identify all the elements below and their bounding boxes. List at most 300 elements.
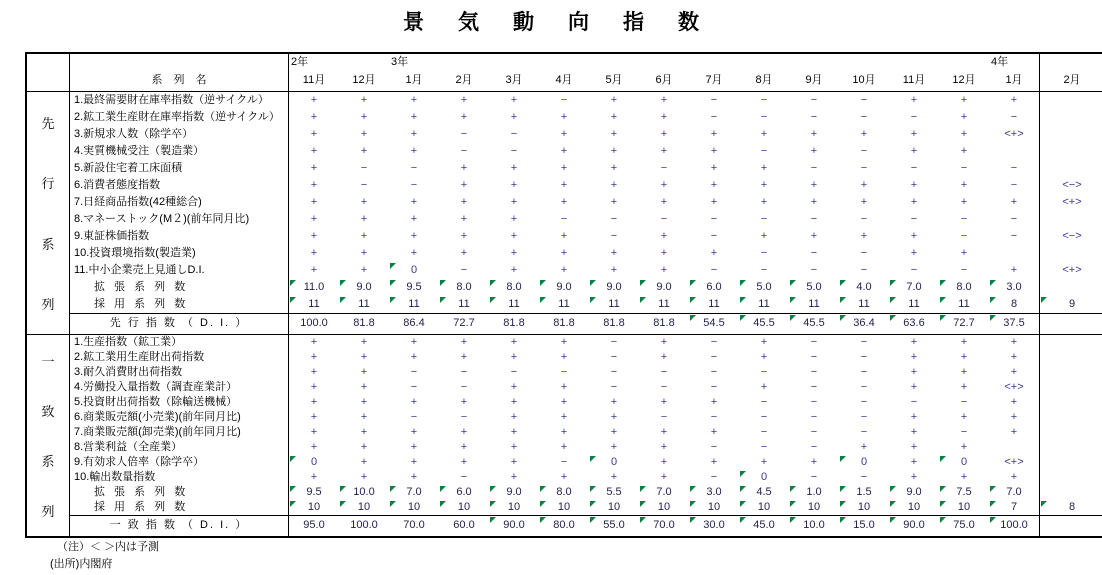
value-text: −	[710, 94, 718, 106]
value-text: +	[360, 441, 368, 453]
value-text: +	[610, 162, 618, 174]
feb-value-cell	[1039, 365, 1102, 380]
year-cell	[889, 54, 939, 71]
revision-mark-icon	[290, 501, 296, 507]
series-row	[70, 92, 1102, 109]
revision-mark-icon	[440, 486, 446, 492]
value-text: +	[910, 128, 918, 140]
value-cell	[839, 350, 889, 365]
value-text: +	[510, 247, 518, 259]
revision-mark-icon	[840, 456, 846, 462]
group-label: 系	[41, 454, 55, 470]
revision-mark-icon	[890, 501, 896, 507]
value-cell	[739, 160, 789, 177]
value-text: 5.0	[756, 281, 772, 293]
year-cell	[839, 54, 889, 71]
value-cell	[739, 410, 789, 425]
value-text: −	[660, 213, 668, 225]
revision-mark-icon	[390, 297, 396, 303]
value-text: 11	[458, 298, 470, 310]
value-text: <+>	[1004, 456, 1024, 468]
value-text: +	[460, 213, 468, 225]
value-cell	[489, 126, 539, 143]
value-text: 0	[310, 456, 318, 468]
value-text: +	[360, 230, 368, 242]
value-text: 11	[708, 298, 720, 310]
value-text: 72.7	[453, 317, 475, 329]
value-cell	[939, 455, 989, 470]
value-text: +	[610, 471, 618, 483]
revision-mark-icon	[340, 297, 346, 303]
value-text: +	[310, 426, 318, 438]
value-text: −	[960, 264, 968, 276]
value-text: 10	[907, 501, 921, 513]
value-cell	[889, 194, 939, 211]
year-cell	[589, 54, 639, 71]
value-text: −	[760, 213, 768, 225]
revision-mark-icon	[790, 315, 796, 321]
value-text: 1.0	[806, 486, 822, 498]
value-cell	[789, 516, 839, 536]
feb-value-cell	[1039, 485, 1102, 500]
value-cell	[689, 92, 739, 109]
value-cell	[739, 425, 789, 440]
value-text: −	[810, 471, 818, 483]
value-text: +	[410, 336, 418, 348]
revision-mark-icon	[990, 297, 996, 303]
value-cell	[439, 335, 489, 350]
value-text: +	[1010, 426, 1018, 438]
value-cell	[989, 245, 1039, 262]
value-text: −	[960, 162, 968, 174]
value-text: +	[960, 145, 968, 157]
value-cell	[639, 395, 689, 410]
value-cell	[689, 228, 739, 245]
value-cell	[539, 485, 589, 500]
series-name: 7.商業販売額(卸売業)(前年同月比)	[70, 425, 289, 440]
revision-mark-icon	[990, 517, 996, 523]
value-cell	[889, 211, 939, 228]
value-cell	[389, 350, 439, 365]
value-text: +	[460, 230, 468, 242]
value-cell	[989, 279, 1039, 296]
month-header-cell: 6月	[655, 74, 673, 86]
value-cell	[639, 177, 689, 194]
value-cell	[589, 425, 639, 440]
value-text: −	[1010, 213, 1018, 225]
value-text: +	[460, 336, 468, 348]
value-cell	[589, 126, 639, 143]
value-text: 95.0	[303, 519, 325, 531]
value-cell	[589, 160, 639, 177]
value-cell	[789, 194, 839, 211]
value-text: 9	[1068, 298, 1076, 310]
group-label: 列	[41, 504, 55, 520]
note-source: (出所)内閣府	[50, 558, 113, 570]
value-cell	[789, 350, 839, 365]
value-cell	[489, 440, 539, 455]
value-text: +	[460, 456, 468, 468]
revision-mark-icon	[740, 280, 746, 286]
value-text: −	[860, 94, 868, 106]
value-cell	[939, 194, 989, 211]
value-cell	[839, 228, 889, 245]
value-cell	[739, 485, 789, 500]
value-cell	[989, 365, 1039, 380]
value-cell	[589, 485, 639, 500]
value-cell	[589, 380, 639, 395]
value-cell	[339, 455, 389, 470]
value-text: +	[410, 94, 418, 106]
value-cell	[689, 211, 739, 228]
revision-mark-icon	[540, 501, 546, 507]
value-cell	[439, 395, 489, 410]
value-cell	[439, 126, 489, 143]
value-cell	[339, 262, 389, 279]
value-cell	[489, 279, 539, 296]
value-cell	[939, 335, 989, 350]
value-cell	[339, 92, 389, 109]
value-cell	[939, 350, 989, 365]
value-cell	[489, 516, 539, 536]
value-text: +	[660, 196, 668, 208]
value-cell	[389, 262, 439, 279]
value-text: +	[510, 162, 518, 174]
value-cell	[289, 177, 339, 194]
revision-mark-icon	[540, 297, 546, 303]
value-text: −	[460, 145, 468, 157]
revision-mark-icon	[740, 517, 746, 523]
value-text: 70.0	[403, 519, 425, 531]
series-name: 5.投資財出荷指数（除輸送機械）	[70, 395, 289, 410]
value-cell	[639, 335, 689, 350]
value-text: +	[960, 471, 968, 483]
value-cell	[439, 365, 489, 380]
value-text: +	[660, 336, 668, 348]
series-row	[70, 365, 1102, 380]
value-text: −	[810, 111, 818, 123]
feb-value-cell	[1039, 245, 1102, 262]
series-name: 4.労働投入量指数（調査産業計）	[70, 380, 289, 395]
value-cell	[639, 425, 689, 440]
value-text: −	[860, 366, 868, 378]
value-cell	[889, 440, 939, 455]
value-cell	[339, 380, 389, 395]
value-cell	[839, 440, 889, 455]
value-text: +	[560, 336, 568, 348]
value-cell	[539, 262, 589, 279]
value-cell	[389, 410, 439, 425]
value-cell	[689, 410, 739, 425]
value-text: −	[860, 264, 868, 276]
value-text: 7.0	[656, 486, 672, 498]
value-text: +	[360, 396, 368, 408]
value-text: +	[710, 456, 718, 468]
value-cell	[989, 425, 1039, 440]
value-cell	[289, 516, 339, 536]
value-text: +	[760, 230, 768, 242]
value-cell	[489, 485, 539, 500]
value-cell	[439, 470, 489, 485]
value-cell	[689, 516, 739, 536]
series-name: 採 用 系 列 数	[70, 296, 289, 313]
value-text: +	[360, 381, 368, 393]
value-cell	[889, 335, 939, 350]
value-text: 8	[1010, 298, 1018, 310]
value-text: 90.0	[903, 519, 925, 531]
value-cell	[589, 262, 639, 279]
feb-value-cell	[1039, 470, 1102, 485]
value-text: +	[560, 179, 568, 191]
revision-mark-icon	[590, 501, 596, 507]
value-text: +	[660, 145, 668, 157]
value-text: −	[810, 264, 818, 276]
value-cell	[589, 109, 639, 126]
value-text: +	[310, 128, 318, 140]
value-cell	[339, 126, 389, 143]
value-cell	[539, 296, 589, 313]
value-cell	[989, 335, 1039, 350]
revision-mark-icon	[390, 501, 396, 507]
value-text: +	[760, 336, 768, 348]
value-text: −	[410, 162, 418, 174]
value-text: +	[510, 213, 518, 225]
value-text: 11	[658, 298, 670, 310]
value-cell	[639, 485, 689, 500]
value-text: +	[460, 426, 468, 438]
value-cell	[739, 470, 789, 485]
group-label: 致	[41, 403, 55, 419]
value-text: +	[410, 247, 418, 259]
value-text: −	[1010, 111, 1018, 123]
revision-mark-icon	[490, 501, 496, 507]
value-cell	[839, 455, 889, 470]
value-text: 7.0	[1006, 486, 1022, 498]
value-cell	[539, 245, 589, 262]
series-name: 3.新規求人数（除学卒）	[70, 126, 289, 143]
value-cell	[739, 350, 789, 365]
feb-value-cell	[1039, 314, 1102, 334]
value-cell	[989, 228, 1039, 245]
value-cell	[839, 126, 889, 143]
value-text: <+>	[1062, 196, 1082, 208]
value-cell	[489, 109, 539, 126]
value-text: 11	[858, 298, 870, 310]
value-text: −	[810, 441, 818, 453]
value-cell	[289, 335, 339, 350]
value-text: +	[1010, 396, 1018, 408]
value-text: +	[560, 441, 568, 453]
value-cell	[939, 262, 989, 279]
value-cell	[939, 485, 989, 500]
value-text: 9.0	[656, 281, 672, 293]
value-text: +	[1010, 411, 1018, 423]
feb-value-cell	[1039, 92, 1102, 109]
value-text: 72.7	[953, 317, 975, 329]
value-text: +	[960, 366, 968, 378]
value-text: +	[710, 196, 718, 208]
value-text: +	[310, 94, 318, 106]
value-cell	[539, 228, 589, 245]
value-cell	[689, 395, 739, 410]
year-cell	[489, 54, 539, 71]
value-cell	[989, 395, 1039, 410]
value-text: <+>	[1062, 264, 1082, 276]
value-text: 3.0	[706, 486, 722, 498]
value-cell	[289, 455, 339, 470]
value-text: 54.5	[703, 317, 725, 329]
series-name: 3.耐久消費財出荷指数	[70, 365, 289, 380]
value-text: 4.5	[756, 486, 772, 498]
series-row	[70, 177, 1102, 194]
feb-value-cell	[1039, 395, 1102, 410]
value-text: 10	[807, 501, 821, 513]
year-cell	[539, 54, 589, 71]
value-text: +	[1010, 471, 1018, 483]
value-text: −	[810, 162, 818, 174]
value-text: −	[410, 366, 418, 378]
value-cell	[439, 425, 489, 440]
value-text: −	[610, 230, 618, 242]
value-cell	[689, 425, 739, 440]
value-cell	[339, 279, 389, 296]
value-text: 0	[410, 264, 418, 276]
value-text: 10	[457, 501, 471, 513]
value-cell	[939, 380, 989, 395]
value-text: +	[560, 411, 568, 423]
value-text: 11	[508, 298, 520, 310]
value-text: +	[610, 111, 618, 123]
value-text: −	[860, 471, 868, 483]
value-cell	[639, 314, 689, 334]
value-text: +	[660, 351, 668, 363]
value-text: −	[560, 366, 568, 378]
value-cell	[439, 160, 489, 177]
series-name: 2.鉱工業生産財在庫率指数（逆サイクル）	[70, 109, 289, 126]
value-cell	[839, 143, 889, 160]
value-text: +	[810, 196, 818, 208]
group-label: 先	[41, 115, 55, 131]
value-text: 9.0	[606, 281, 622, 293]
value-cell	[439, 455, 489, 470]
value-text: +	[910, 411, 918, 423]
revision-mark-icon	[1041, 297, 1047, 303]
value-cell	[589, 470, 639, 485]
value-text: −	[560, 213, 568, 225]
value-cell	[489, 262, 539, 279]
value-cell	[639, 380, 689, 395]
value-text: +	[360, 196, 368, 208]
month-header-cell: 10月	[852, 74, 876, 86]
value-text: −	[910, 111, 918, 123]
value-text: −	[710, 441, 718, 453]
value-text: +	[960, 179, 968, 191]
value-text: +	[510, 381, 518, 393]
value-text: +	[910, 456, 918, 468]
value-text: +	[310, 247, 318, 259]
value-cell	[589, 395, 639, 410]
value-text: +	[410, 111, 418, 123]
feb-value-cell	[1039, 296, 1102, 313]
value-cell	[889, 245, 939, 262]
series-name: 10.投資環境指数(製造業)	[70, 245, 289, 262]
value-cell	[389, 109, 439, 126]
value-cell	[939, 395, 989, 410]
value-text: 70.0	[653, 519, 675, 531]
value-text: +	[360, 247, 368, 259]
month-header-cell: 1月	[405, 74, 423, 86]
value-text: 7.5	[956, 486, 972, 498]
value-cell	[889, 516, 939, 536]
value-text: −	[460, 411, 468, 423]
value-text: +	[810, 456, 818, 468]
value-text: +	[410, 456, 418, 468]
value-cell	[839, 485, 889, 500]
value-text: −	[710, 411, 718, 423]
value-text: 11	[558, 298, 570, 310]
revision-mark-icon	[1041, 501, 1047, 507]
value-text: 5.0	[806, 281, 822, 293]
value-text: +	[810, 145, 818, 157]
header-month-row	[27, 71, 1102, 91]
feb-value-cell	[1039, 194, 1102, 211]
value-text: 81.8	[553, 317, 575, 329]
value-text: +	[510, 196, 518, 208]
value-cell	[439, 485, 489, 500]
revision-mark-icon	[840, 486, 846, 492]
value-text: +	[510, 411, 518, 423]
value-cell	[539, 455, 589, 470]
series-name: 8.営業利益（全産業）	[70, 440, 289, 455]
value-text: 11	[358, 298, 370, 310]
value-text: +	[310, 366, 318, 378]
value-text: +	[710, 145, 718, 157]
count-row	[70, 279, 1102, 296]
series-row	[70, 380, 1102, 395]
value-cell	[889, 485, 939, 500]
series-row	[70, 455, 1102, 470]
value-cell	[589, 500, 639, 515]
value-cell	[989, 92, 1039, 109]
value-cell	[589, 335, 639, 350]
value-text: +	[460, 162, 468, 174]
value-cell	[939, 470, 989, 485]
value-cell	[689, 335, 739, 350]
value-text: +	[510, 456, 518, 468]
value-cell	[339, 296, 389, 313]
feb-value-cell	[1039, 380, 1102, 395]
revision-mark-icon	[740, 486, 746, 492]
value-cell	[839, 211, 889, 228]
value-cell	[989, 194, 1039, 211]
note-forecast: （注）＜ ＞内は予測	[57, 541, 160, 553]
value-cell	[339, 500, 389, 515]
value-text: +	[1010, 196, 1018, 208]
group-label: 一	[41, 353, 55, 369]
value-cell	[839, 314, 889, 334]
value-text: −	[610, 366, 618, 378]
value-text: 81.8	[653, 317, 675, 329]
feb-value-cell	[1039, 440, 1102, 455]
section-body	[70, 92, 1102, 334]
value-cell	[339, 194, 389, 211]
year-cell	[339, 54, 389, 71]
value-text: +	[360, 213, 368, 225]
value-cell	[689, 279, 739, 296]
value-cell	[489, 143, 539, 160]
value-cell	[389, 500, 439, 515]
value-cell	[389, 177, 439, 194]
